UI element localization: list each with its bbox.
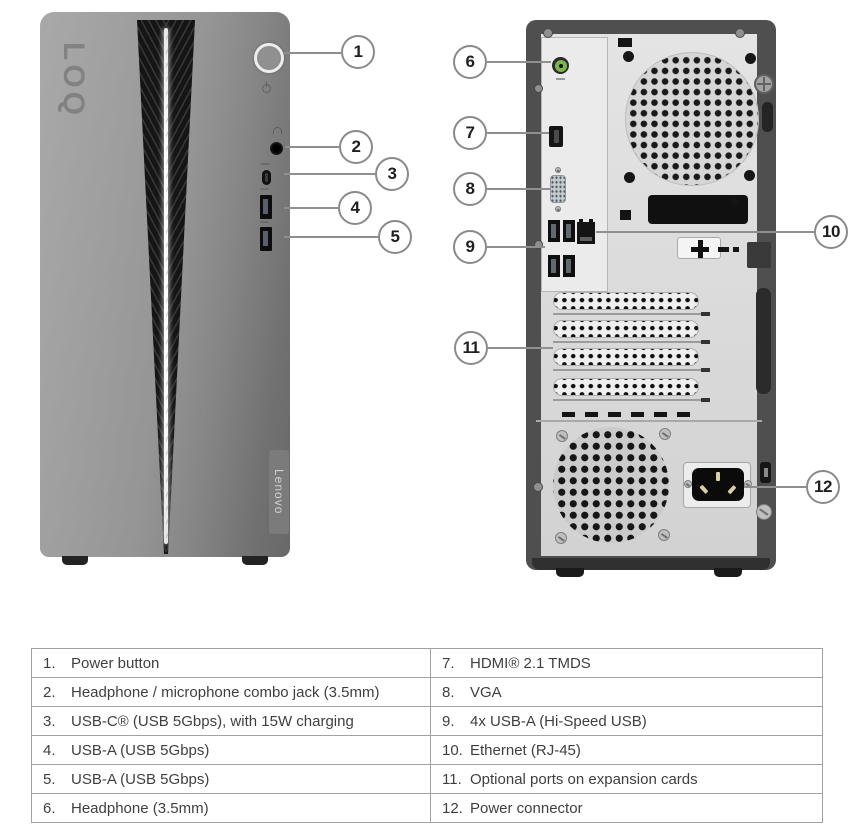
frame-screw-left-3 [533, 482, 543, 492]
legend-label: Headphone / microphone combo jack (3.5mm) [71, 683, 380, 701]
callout-5: 5 [378, 220, 412, 254]
usb-c-port [262, 170, 271, 185]
callout-line-3 [284, 173, 375, 175]
back-foot-right [714, 568, 742, 577]
legend-num: 2. [43, 683, 56, 701]
fan-grille [625, 52, 759, 186]
legend-label: USB-C® (USB 5Gbps), with 15W charging [71, 712, 354, 730]
psu-screw-1 [556, 430, 568, 442]
expansion-slot-4-bracket [553, 399, 705, 401]
rear-usb-a-4 [563, 255, 575, 277]
usb-a-port-1-label [260, 188, 269, 190]
callout-line-1 [284, 52, 341, 54]
kensington-lock-slot [760, 462, 771, 483]
callout-line-5 [284, 236, 378, 238]
frame-screw-top-right [735, 28, 745, 38]
inlet-screw-left [684, 480, 692, 488]
padlock-loop-plate [677, 237, 721, 259]
combo-audio-jack [270, 142, 283, 155]
callout-10: 10 [814, 215, 848, 249]
back-foot-left [556, 568, 584, 577]
panel-dot [731, 198, 739, 206]
legend-num: 3. [43, 712, 56, 730]
legend-row-6 [32, 794, 823, 823]
rear-usb-a-3 [548, 255, 560, 277]
expansion-slot-1 [553, 292, 699, 310]
expansion-slot-3-bracket [553, 369, 705, 371]
front-foot-left [62, 556, 88, 565]
legend-row-1 [32, 649, 823, 678]
vga-screw-bottom [555, 206, 561, 212]
callout-7: 7 [453, 116, 487, 150]
vga-port [550, 175, 566, 203]
legend-num: 7. [442, 654, 455, 672]
vent-dash-6 [677, 412, 690, 417]
legend-label: Power connector [470, 799, 583, 817]
io-plate [541, 37, 608, 292]
callout-line-8 [487, 188, 550, 190]
psu-vent [553, 427, 669, 543]
callout-line-11 [488, 347, 553, 349]
panel-mark-2 [620, 210, 631, 220]
expansion-slot-2 [553, 320, 699, 338]
callout-line-6 [487, 61, 551, 63]
vent-dash-5 [654, 412, 667, 417]
callout-line-12 [744, 486, 806, 488]
lenovo-logo-text: Lenovo [272, 469, 286, 515]
usb-a-port-2 [260, 227, 272, 251]
legend-label: USB-A (USB 5Gbps) [71, 770, 210, 788]
headphone-jack-rear [552, 57, 569, 74]
panel-mark-3 [718, 247, 729, 252]
panel-mark-4 [733, 247, 739, 252]
panel-block [747, 242, 771, 268]
expansion-slot-3 [553, 348, 699, 366]
callout-line-4 [284, 207, 338, 209]
card-retainer-bar [756, 288, 771, 394]
callout-6: 6 [453, 45, 487, 79]
frame-screw-top-left [543, 28, 553, 38]
legend-row-5 [32, 765, 823, 794]
legend-label: Ethernet (RJ-45) [470, 741, 581, 759]
vga-screw-top [555, 167, 561, 173]
jack-label [556, 78, 565, 80]
callout-9: 9 [453, 230, 487, 264]
usb-c-port-label [261, 163, 270, 165]
ethernet-port [577, 222, 595, 244]
back-view [526, 20, 776, 570]
power-icon [262, 84, 271, 93]
callout-4: 4 [338, 191, 372, 225]
fan-screw-4 [744, 170, 755, 181]
legend-label: Headphone (3.5mm) [71, 799, 209, 817]
legend-table [31, 648, 823, 823]
usb-a-port-2-label [260, 221, 269, 223]
callout-8: 8 [453, 172, 487, 206]
rear-screw [756, 504, 772, 520]
callout-2: 2 [339, 130, 373, 164]
callout-line-2 [285, 146, 339, 148]
fan-screw-2 [745, 53, 756, 64]
legend-num: 5. [43, 770, 56, 788]
legend-label: VGA [470, 683, 502, 701]
psu-screw-3 [555, 532, 567, 544]
legend-num: 10. [442, 741, 463, 759]
legend-num: 12. [442, 799, 463, 817]
legend-label: Optional ports on expansion cards [470, 770, 698, 788]
usb-a-port-1 [260, 195, 272, 219]
vent-dash-2 [585, 412, 598, 417]
vent-dash-3 [608, 412, 621, 417]
psu-screw-4 [658, 529, 670, 541]
legend-num: 1. [43, 654, 56, 672]
expansion-slot-1-bracket [553, 313, 705, 315]
callout-11: 11 [454, 331, 488, 365]
legend-num: 4. [43, 741, 56, 759]
callout-line-7 [487, 132, 549, 134]
callout-3: 3 [375, 157, 409, 191]
front-foot-right [242, 556, 268, 565]
fan-screw-3 [624, 172, 635, 183]
callout-line-10 [596, 231, 814, 233]
rear-usb-a-1 [548, 220, 560, 242]
loq-logo: LOQ [57, 42, 90, 119]
legend-row-2 [32, 678, 823, 707]
legend-label: 4x USB-A (Hi-Speed USB) [470, 712, 647, 730]
psu-screw-2 [659, 428, 671, 440]
expansion-slot-4 [553, 378, 699, 396]
legend-row-3 [32, 707, 823, 736]
callout-line-9 [487, 246, 545, 248]
thumbscrew [754, 74, 774, 94]
lenovo-logo-badge [269, 450, 289, 534]
callout-1: 1 [341, 35, 375, 69]
front-view [40, 12, 290, 557]
headset-icon [273, 127, 282, 134]
legend-num: 11. [442, 770, 462, 788]
legend-num: 8. [442, 683, 455, 701]
fan-screw-1 [623, 51, 634, 62]
legend-num: 6. [43, 799, 56, 817]
callout-12: 12 [806, 470, 840, 504]
legend-row-4 [32, 736, 823, 765]
inlet-pin-top [716, 472, 720, 481]
panel-mark-1 [618, 38, 632, 47]
legend-label: Power button [71, 654, 160, 672]
power-button [254, 43, 284, 73]
frame-slot [762, 102, 773, 132]
expansion-slot-2-bracket [553, 341, 705, 343]
rear-usb-a-2 [563, 220, 575, 242]
legend-label: HDMI® 2.1 TMDS [470, 654, 591, 672]
psu-divider [536, 420, 762, 422]
led-strip [164, 28, 168, 544]
legend-label: USB-A (USB 5Gbps) [71, 741, 210, 759]
vent-dash-1 [562, 412, 575, 417]
frame-screw-left-1 [534, 84, 543, 93]
front-vent [137, 20, 195, 554]
vent-dash-4 [631, 412, 644, 417]
hdmi-port [549, 126, 563, 147]
legend-num: 9. [442, 712, 455, 730]
